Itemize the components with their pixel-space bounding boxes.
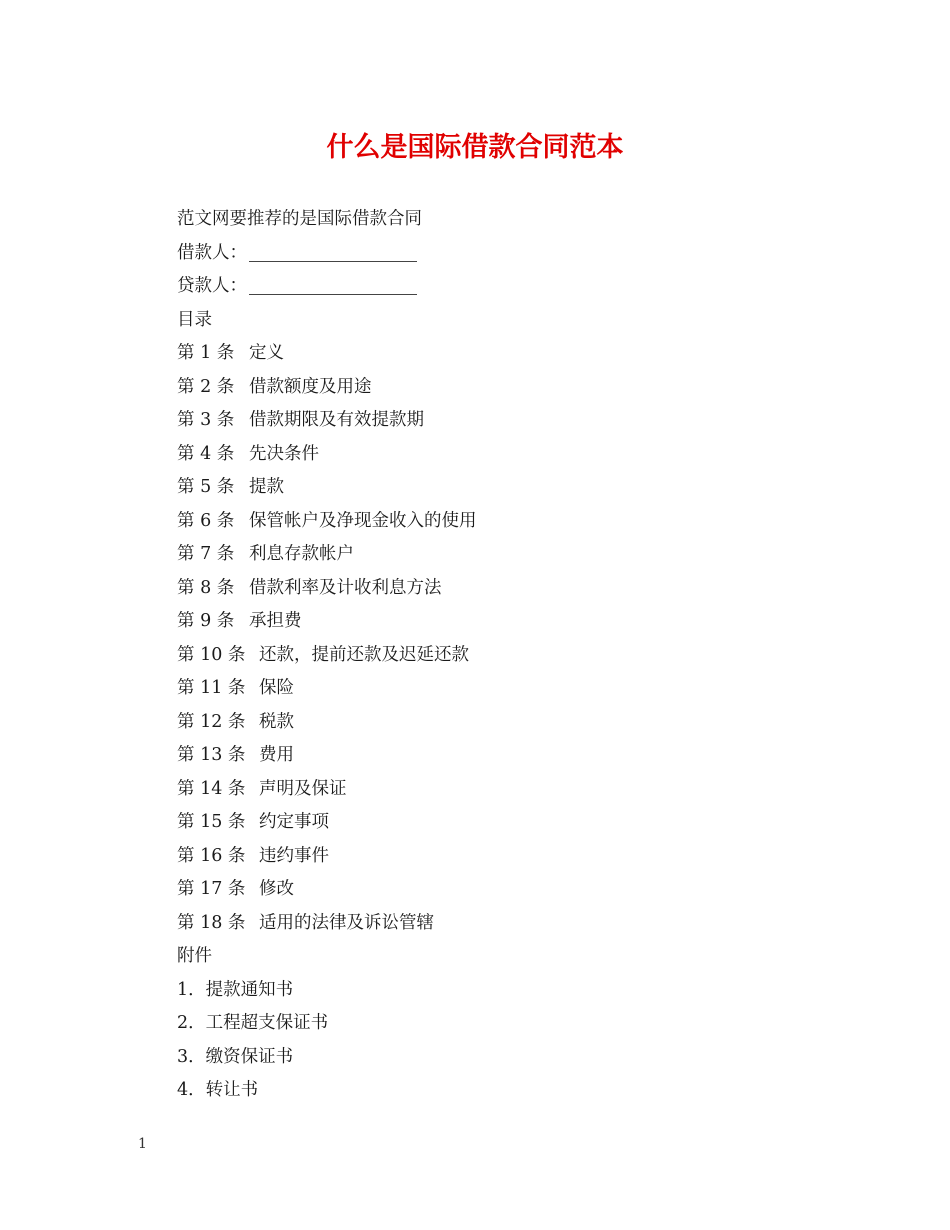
article-item bbox=[177, 471, 797, 505]
article-title: 借款期限及有效提款期 bbox=[249, 410, 424, 430]
lender-label: 贷款人： bbox=[177, 276, 247, 296]
article-item bbox=[177, 572, 797, 606]
article-title: 修改 bbox=[259, 879, 294, 899]
article-title: 约定事项 bbox=[259, 812, 329, 832]
article-title: 税款 bbox=[259, 711, 294, 732]
toc-heading: 目录 bbox=[177, 309, 212, 330]
article-title: 保管帐户及净现金收入的使用 bbox=[249, 510, 477, 531]
intro-text: 范文网要推荐的是国际借款合同 bbox=[177, 209, 422, 229]
article-title: 费用 bbox=[259, 745, 294, 765]
article-item bbox=[177, 806, 797, 840]
attachment-item: 1．提款通知书 bbox=[177, 979, 294, 1000]
article-number: 第 3 条 bbox=[177, 410, 235, 430]
article-number: 第 6 条 bbox=[177, 510, 235, 531]
article-title: 承担费 bbox=[249, 611, 302, 631]
article-title: 先决条件 bbox=[249, 443, 319, 464]
article-title: 还款，提前还款及迟延还款 bbox=[259, 644, 469, 665]
article-number: 第 15 条 bbox=[177, 812, 246, 832]
article-number: 第 13 条 bbox=[177, 745, 246, 765]
article-list bbox=[177, 337, 797, 940]
article-number: 第 17 条 bbox=[177, 879, 246, 899]
article-number: 第 16 条 bbox=[177, 845, 246, 866]
article-item bbox=[177, 371, 797, 405]
article-title: 违约事件 bbox=[259, 845, 329, 866]
article-number: 第 7 条 bbox=[177, 544, 235, 564]
article-item bbox=[177, 773, 797, 807]
attachment-item: 2．工程超支保证书 bbox=[177, 1013, 329, 1033]
article-item bbox=[177, 706, 797, 740]
article-title: 适用的法律及诉讼管辖 bbox=[259, 912, 434, 933]
article-title: 声明及保证 bbox=[259, 778, 347, 799]
article-title: 保险 bbox=[259, 678, 294, 698]
article-number: 第 10 条 bbox=[177, 644, 246, 665]
article-item bbox=[177, 438, 797, 472]
article-number: 第 12 条 bbox=[177, 711, 246, 732]
article-item bbox=[177, 840, 797, 874]
article-item bbox=[177, 538, 797, 572]
article-number: 第 5 条 bbox=[177, 477, 235, 497]
attachment-item: 4．转让书 bbox=[177, 1080, 259, 1100]
article-item bbox=[177, 605, 797, 639]
article-number: 第 1 条 bbox=[177, 343, 235, 363]
borrower-line bbox=[177, 237, 797, 271]
attachments-heading: 附件 bbox=[177, 946, 212, 966]
article-item bbox=[177, 873, 797, 907]
article-title: 借款利率及计收利息方法 bbox=[249, 577, 442, 598]
article-item bbox=[177, 639, 797, 673]
article-item bbox=[177, 907, 797, 941]
article-title: 利息存款帐户 bbox=[249, 544, 354, 564]
article-number: 第 18 条 bbox=[177, 912, 246, 933]
borrower-blank-field bbox=[249, 260, 417, 262]
article-number: 第 8 条 bbox=[177, 577, 235, 598]
article-title: 定义 bbox=[249, 343, 284, 363]
article-title: 提款 bbox=[249, 477, 284, 497]
article-number: 第 2 条 bbox=[177, 376, 235, 397]
borrower-label: 借款人： bbox=[177, 242, 247, 263]
lender-line bbox=[177, 270, 797, 304]
article-number: 第 9 条 bbox=[177, 611, 235, 631]
article-number: 第 11 条 bbox=[177, 678, 246, 698]
article-title: 借款额度及用途 bbox=[249, 376, 372, 397]
attachment-item: 3．缴资保证书 bbox=[177, 1046, 294, 1067]
article-item bbox=[177, 739, 797, 773]
article-number: 第 4 条 bbox=[177, 443, 235, 464]
article-item bbox=[177, 505, 797, 539]
lender-blank-field bbox=[249, 293, 417, 295]
attachment-list bbox=[177, 974, 797, 1108]
document-body bbox=[177, 203, 797, 1108]
article-item bbox=[177, 337, 797, 371]
article-number: 第 14 条 bbox=[177, 778, 246, 799]
article-item bbox=[177, 404, 797, 438]
page-number: 1 bbox=[138, 1136, 147, 1152]
article-item bbox=[177, 672, 797, 706]
document-title: 什么是国际借款合同范本 bbox=[326, 132, 624, 163]
